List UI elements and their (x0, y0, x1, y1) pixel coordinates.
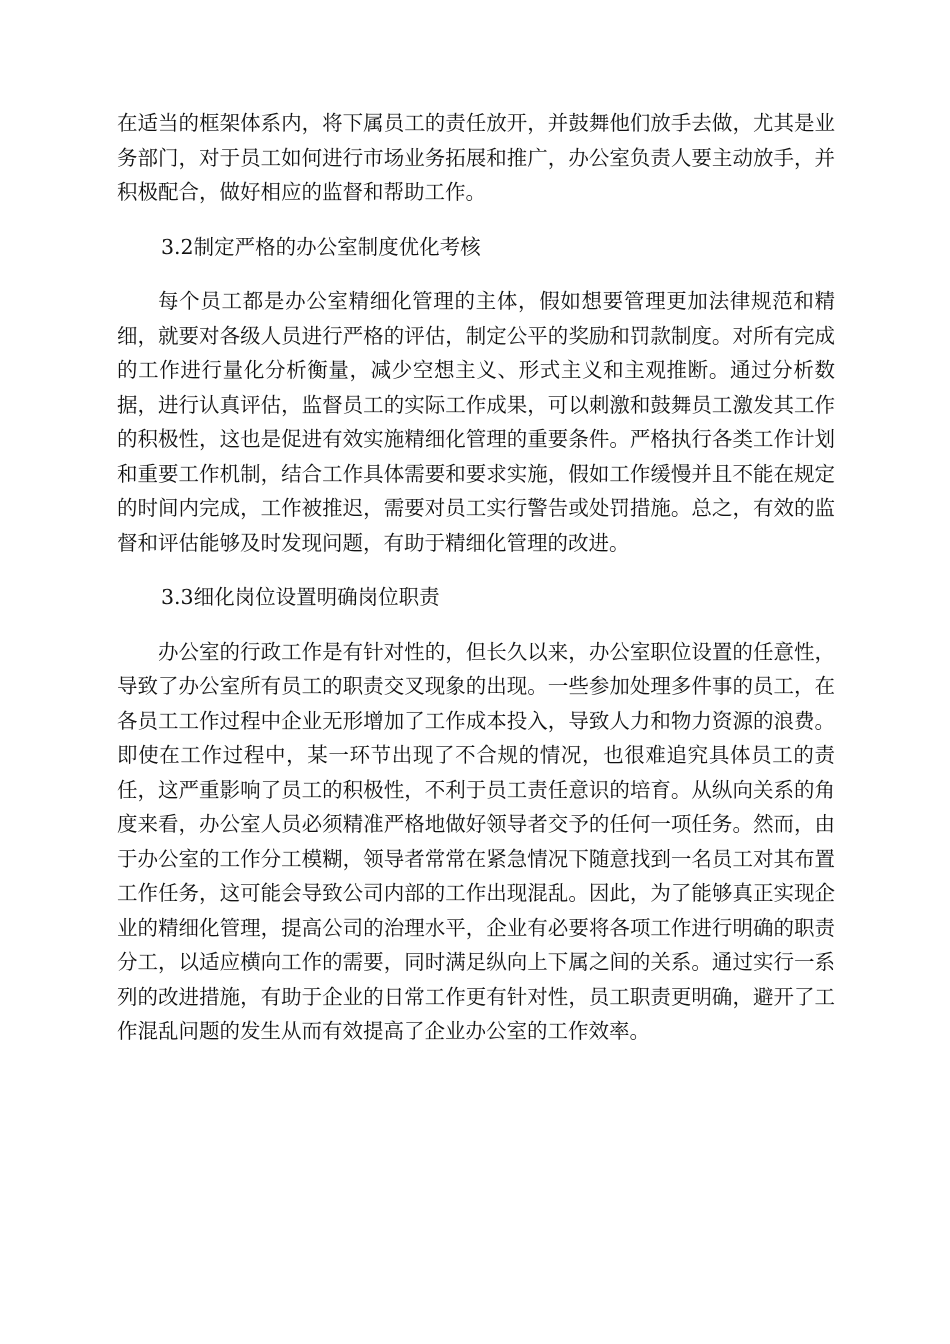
paragraph-intro-continued: 在适当的框架体系内，将下属员工的责任放开，并鼓舞他们放手去做，尤其是业务部门，对于员工如何进行市场业务拓展和推广，办公室负责人要主动放手，并积极配合，做好相应的监督和帮助工作。 (117, 111, 835, 204)
section-heading-3-2: 3.2制定严格的办公室制度优化考核 (161, 234, 481, 259)
paragraph-section-3-2: 每个员工都是办公室精细化管理的主体，假如想要管理更加法律规范和精细，就要对各级人员进行严格的评估，制定公平的奖励和罚款制度。对所有完成的工作进行量化分析衡量，减少空想主义、形式主义和主观推断。通过分析数据，进行认真评估，监督员工的实际工作成果，可以刺激和鼓舞员工激发其工作的积极性，这也是促进有效实施精细化管理的重要条件。严格执行各类工作计划和重要工作机制，结合工作具体需要和要求实施，假如工作缓慢并且不能在规定的时间内完成，工作被推迟，需要对员工实行警告或处罚措施。总之，有效的监督和评估能够及时发现问题，有助于精细化管理的改进。 (117, 289, 835, 555)
paragraph-section-3-3: 办公室的行政工作是有针对性的，但长久以来，办公室职位设置的任意性，导致了办公室所有员工的职责交叉现象的出现。一些参加处理多件事的员工，在各员工工作过程中企业无形增加了工作成本投入，导致人力和物力资源的浪费。即使在工作过程中，某一环节出现了不合规的情况，也很难追究具体员工的责任，这严重影响了员工的积极性，不利于员工责任意识的培育。从纵向关系的角度来看，办公室人员必须精准严格地做好领导者交予的任何一项任务。然而，由于办公室的工作分工模糊，领导者常常在紧急情况下随意找到一名员工对其布置工作任务，这可能会导致公司内部的工作出现混乱。因此，为了能够真正实现企业的精细化管理，提高公司的治理水平，企业有必要将各项工作进行明确的职责分工，以适应横向工作的需要，同时满足纵向上下属之间的关系。通过实行一系列的改进措施，有助于企业的日常工作更有针对性，员工职责更明确，避开了工作混乱问题的发生从而有效提高了企业办公室的工作效率。 (117, 639, 835, 1043)
section-heading-3-3: 3.3细化岗位设置明确岗位职责 (161, 585, 440, 609)
document-page (117, 106, 835, 1069)
